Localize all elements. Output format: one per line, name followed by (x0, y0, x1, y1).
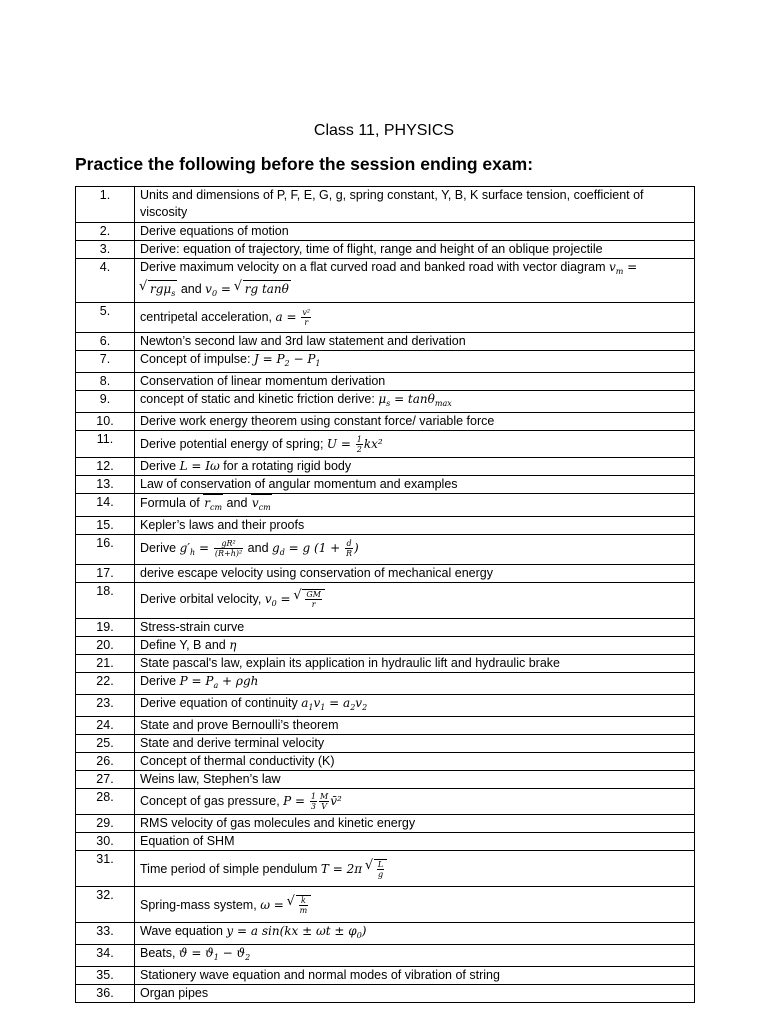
row-text-and: and (180, 282, 202, 296)
row-number: 36. (76, 985, 135, 1003)
row-number: 27. (76, 771, 135, 789)
table-row (76, 476, 695, 494)
row-text: Units and dimensions of P, F, E, G, g, spring constant, Y, B, K surface tension, coefficient of viscosity (135, 187, 695, 223)
table-row (76, 815, 695, 833)
row-number: 35. (76, 967, 135, 985)
page-title: Class 11, PHYSICS (313, 122, 455, 139)
row-content (135, 673, 695, 695)
table-row (76, 637, 695, 655)
table-row (76, 695, 695, 717)
formula: $v_m$ = (608, 260, 638, 276)
row-text: Time period of simple pendulum (140, 861, 318, 876)
table-row (76, 494, 695, 517)
row-number: 31. (76, 851, 135, 887)
row-text: Define Y, B and (140, 638, 226, 652)
row-number: 6. (76, 333, 135, 351)
row-text: Kepler’s laws and their proofs (135, 517, 695, 535)
table-row (76, 833, 695, 851)
row-number: 24. (76, 717, 135, 735)
row-text-and: and (247, 540, 269, 555)
row-number: 21. (76, 655, 135, 673)
row-number: 22. (76, 673, 135, 695)
table-row (76, 187, 695, 223)
row-number: 34. (76, 945, 135, 967)
row-text: Derive maximum velocity on a flat curved road and banked road with vector diagram (140, 260, 606, 274)
row-number: 15. (76, 517, 135, 535)
row-text: Derive work energy theorem using constant force/ variable force (135, 413, 695, 431)
row-content (135, 923, 695, 945)
formula: $ϑ = ϑ_1 - ϑ_2$ (178, 946, 251, 962)
formula: √ rgμ$_s$ (148, 280, 177, 302)
table-row (76, 241, 695, 259)
formula: $a_1v_1 = a_2v_2$ (301, 696, 368, 712)
row-content (135, 494, 695, 517)
row-text: RMS velocity of gas molecules and kinetic energy (135, 815, 695, 833)
row-content (135, 303, 695, 333)
row-content (135, 259, 695, 303)
row-text: State pascal's law, explain its application in hydraulic lift and hydraulic brake (135, 655, 695, 673)
formula: ω = √ $\frac{k}{m}$ (260, 898, 311, 912)
row-number: 32. (76, 887, 135, 923)
table-row (76, 583, 695, 619)
row-number: 29. (76, 815, 135, 833)
row-text: concept of static and kinetic friction derive: (140, 392, 375, 406)
row-number: 28. (76, 789, 135, 815)
row-number: 2. (76, 223, 135, 241)
row-text: centripetal acceleration, (140, 310, 273, 324)
row-text: Derive orbital velocity, (140, 592, 262, 606)
row-number: 5. (76, 303, 135, 333)
row-text: Derive (140, 674, 177, 688)
row-text: Beats, (140, 946, 176, 960)
formula: y = a $\sin(kx \pm \omega t \pm \varphi_0)$ (226, 924, 367, 940)
table-row (76, 985, 695, 1003)
table-row (76, 517, 695, 535)
practice-table (75, 186, 695, 1003)
table-row (76, 717, 695, 735)
table-row (76, 735, 695, 753)
row-content (135, 851, 695, 887)
row-content (135, 583, 695, 619)
table-row (76, 771, 695, 789)
row-text: Equation of SHM (135, 833, 695, 851)
formula: $r_{cm}$ (203, 494, 223, 516)
table-row (76, 887, 695, 923)
table-row (76, 945, 695, 967)
row-text: Newton’s second law and 3rd law statement and derivation (135, 333, 695, 351)
table-row (76, 458, 695, 476)
row-text: Derive (140, 459, 177, 473)
row-number: 19. (76, 619, 135, 637)
formula: a = $\frac{\text{v²}}{r}$ (275, 308, 311, 327)
table-row (76, 923, 695, 945)
row-content (135, 637, 695, 655)
row-number: 1. (76, 187, 135, 223)
row-text: Weins law, Stephen’s law (135, 771, 695, 789)
row-text: Stationery wave equation and normal modes of vibration of string (135, 967, 695, 985)
formula: L = Iω (179, 459, 220, 473)
formula: T = 2π √ $\frac{L}{g}$ (321, 862, 387, 876)
row-text: Derive equation of continuity (140, 696, 298, 710)
row-content (135, 391, 695, 413)
table-row (76, 673, 695, 695)
row-number: 26. (76, 753, 135, 771)
row-content (135, 789, 695, 815)
formula: $v_{cm}$ (251, 494, 272, 516)
row-number: 7. (76, 351, 135, 373)
row-number: 13. (76, 476, 135, 494)
formula: $v_0$ = √ $\frac{GM}{r}$ (265, 592, 325, 606)
table-row (76, 535, 695, 565)
row-text: derive escape velocity using conservation of mechanical energy (135, 565, 695, 583)
table-row (76, 753, 695, 771)
row-content (135, 535, 695, 565)
table-row (76, 619, 695, 637)
table-row (76, 333, 695, 351)
formula: $P = P_a + \rho gh$ (179, 674, 259, 690)
table-row (76, 565, 695, 583)
table-row (76, 351, 695, 373)
table-row (76, 259, 695, 303)
table-row (76, 373, 695, 391)
row-text-2: for a rotating rigid body (223, 459, 352, 473)
row-number: 17. (76, 565, 135, 583)
row-number: 18. (76, 583, 135, 619)
row-number: 4. (76, 259, 135, 303)
row-number: 16. (76, 535, 135, 565)
row-text: Wave equation (140, 924, 223, 938)
row-number: 3. (76, 241, 135, 259)
page-subtitle: Practice the following before the session ending exam: (75, 154, 534, 174)
row-text: Concept of gas pressure, (140, 794, 280, 808)
row-text: State and derive terminal velocity (135, 735, 695, 753)
row-number: 11. (76, 431, 135, 458)
table-row (76, 303, 695, 333)
row-text: Formula of (140, 496, 200, 510)
row-content (135, 695, 695, 717)
row-text: Derive potential energy of spring; (140, 436, 324, 451)
table-row (76, 851, 695, 887)
table-row (76, 223, 695, 241)
row-number: 10. (76, 413, 135, 431)
row-number: 23. (76, 695, 135, 717)
table-row (76, 789, 695, 815)
row-number: 12. (76, 458, 135, 476)
row-text: Derive equations of motion (135, 223, 695, 241)
table-row (76, 431, 695, 458)
formula: $J = P_2 - P_1$ (253, 352, 321, 368)
row-number: 14. (76, 494, 135, 517)
row-number: 9. (76, 391, 135, 413)
row-text: Law of conservation of angular momentum and examples (135, 476, 695, 494)
row-content (135, 351, 695, 373)
row-number: 8. (76, 373, 135, 391)
formula: $\mu_s = \tan\theta_{max}$ (378, 392, 452, 408)
row-number: 33. (76, 923, 135, 945)
row-text: Spring-mass system, (140, 897, 257, 912)
row-number: 30. (76, 833, 135, 851)
row-text: Organ pipes (135, 985, 695, 1003)
table-row (76, 391, 695, 413)
formula: $v_0$ = √ rg tanθ (205, 282, 291, 296)
row-text: Conservation of linear momentum derivation (135, 373, 695, 391)
row-text: Derive (140, 540, 177, 555)
table-row (76, 413, 695, 431)
row-content (135, 431, 695, 458)
row-text: Concept of thermal conductivity (K) (135, 753, 695, 771)
formula: $g_d = g$ (1 + $\frac{d}{R}$ ) (272, 538, 359, 558)
table-row (76, 967, 695, 985)
row-text-and: and (226, 496, 248, 510)
row-text: State and prove Bernoulli’s theorem (135, 717, 695, 735)
formula: P = $\frac{1}{3}$ $\frac{M}{V}$ v̄² (283, 792, 342, 811)
row-content (135, 458, 695, 476)
row-text: Concept of impulse: (140, 352, 251, 366)
row-text: Stress-strain curve (135, 619, 695, 637)
row-number: 20. (76, 637, 135, 655)
formula: U = $\frac{1}{2}$ kx² (326, 434, 383, 454)
row-number: 25. (76, 735, 135, 753)
table-row (76, 655, 695, 673)
formula: $g'_h$ = $\frac{\text{gR²}}{\text{(R+h)²}}$ (179, 538, 243, 558)
formula: η (229, 638, 237, 652)
row-content (135, 887, 695, 923)
row-content (135, 945, 695, 967)
row-text: Derive: equation of trajectory, time of flight, range and height of an oblique projectile (135, 241, 695, 259)
